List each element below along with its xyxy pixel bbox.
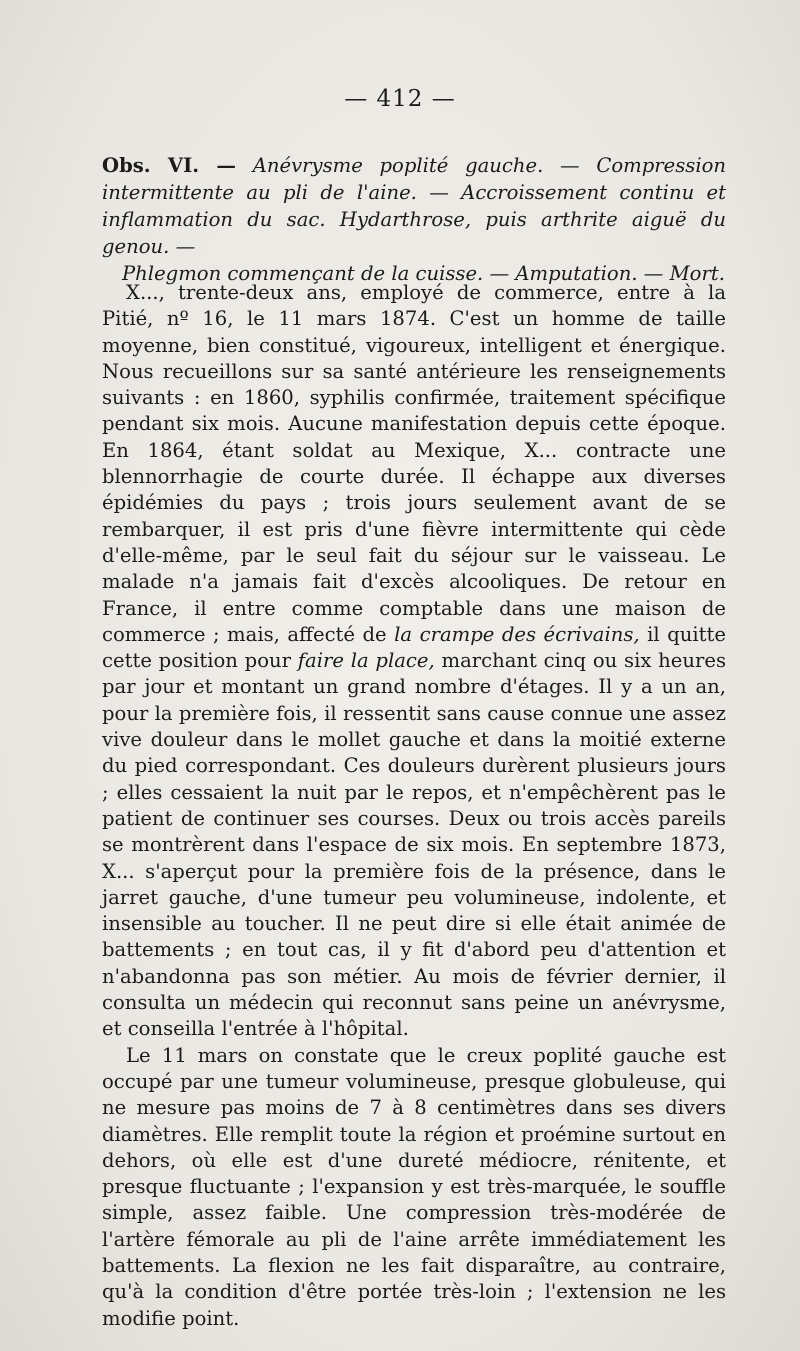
- body-text: [102, 280, 726, 1332]
- italic-faire-la-place: faire la place,: [297, 649, 435, 673]
- observation-title-continued: Phlegmon commençant de la cuisse. — Amputation. — Mort.: [122, 262, 725, 285]
- page-number: — 412 —: [344, 86, 456, 112]
- observation-title: Anévrysme poplité gauche. — Compression intermittente au pli de l'aine. — Accroissement continu et inflammation du sac. Hydarthrose, puis arthrite aiguë du genou. —: [102, 154, 727, 258]
- observation-label: Obs. VI. —: [102, 154, 236, 177]
- observation-heading: [102, 152, 726, 287]
- paragraph-history-part2: il quitte cette position pour: [102, 622, 726, 673]
- paragraph-history-part1: X..., trente-deux ans, employé de commerce, entre à la Pitié, nº 16, le 11 mars 1874. C'est un homme de taille moyenne, bien constitué, vigoureux, intelligent et énergique. Nous recueillons sur sa santé antérieure les renseignements suivants : en 1860, syphilis confirmée, traitement spécifique pendant six mois. Aucune manifestation depuis cette époque. En 1864, étant soldat au Mexique, X... contracte une blennorrhagie de courte durée. Il échappe aux diverses épidémies du pays ; trois jours seulement avant de se rembarquer, il est pris d'une fièvre intermittente qui cède d'elle-même, par le seul fait du séjour sur le vaisseau. Le malade n'a jamais fait d'excès alcooliques. De retour en France, il entre comme comptable dans une maison de commerce ; mais, affecté de: [102, 281, 726, 646]
- paragraph-history-part3: marchant cinq ou six heures par jour et montant un grand nombre d'étages. Il y a un an, pour la première fois, il ressentit sans cause connue une assez vive douleur dans le mollet gauche et dans la moitié externe du pied correspondant. Ces douleurs durèrent plusieurs jours ; elles cessaient la nuit par le repos, et n'empêchèrent pas le patient de continuer ses courses. Deux ou trois accès pareils se montrèrent dans l'espace de six mois. En septembre 1873, X... s'aperçut pour la première fois de la présence, dans le jarret gauche, d'une tumeur peu volumineuse, indolente, et insensible au toucher. Il ne peut dire si elle était animée de battements ; en tout cas, il y fit d'abord peu d'attention et n'abandonna pas son métier. Au mois de février dernier, il consulta un médecin qui reconnut sans peine un anévrysme, et conseilla l'entrée à l'hôpital.: [102, 649, 727, 1041]
- paragraph-examination: Le 11 mars on constate que le creux poplité gauche est occupé par une tumeur volumineuse, presque globuleuse, qui ne mesure pas moins de 7 à 8 centimètres dans ses divers diamètres. Elle remplit toute la région et proémine surtout en dehors, où elle est d'une dureté médiocre, rénitente, et presque fluctuante ; l'expansion y est très-marquée, le souffle simple, assez faible. Une compression très-modérée de l'artère fémorale au pli de l'aine arrête immédiatement les battements. La flexion ne les fait disparaître, au contraire, qu'à la condition d'être portée très-loin ; l'extension ne les modifie point.: [102, 1043, 726, 1330]
- italic-crampe: la crampe des écrivains,: [394, 622, 640, 646]
- paragraph-history: [102, 280, 726, 1043]
